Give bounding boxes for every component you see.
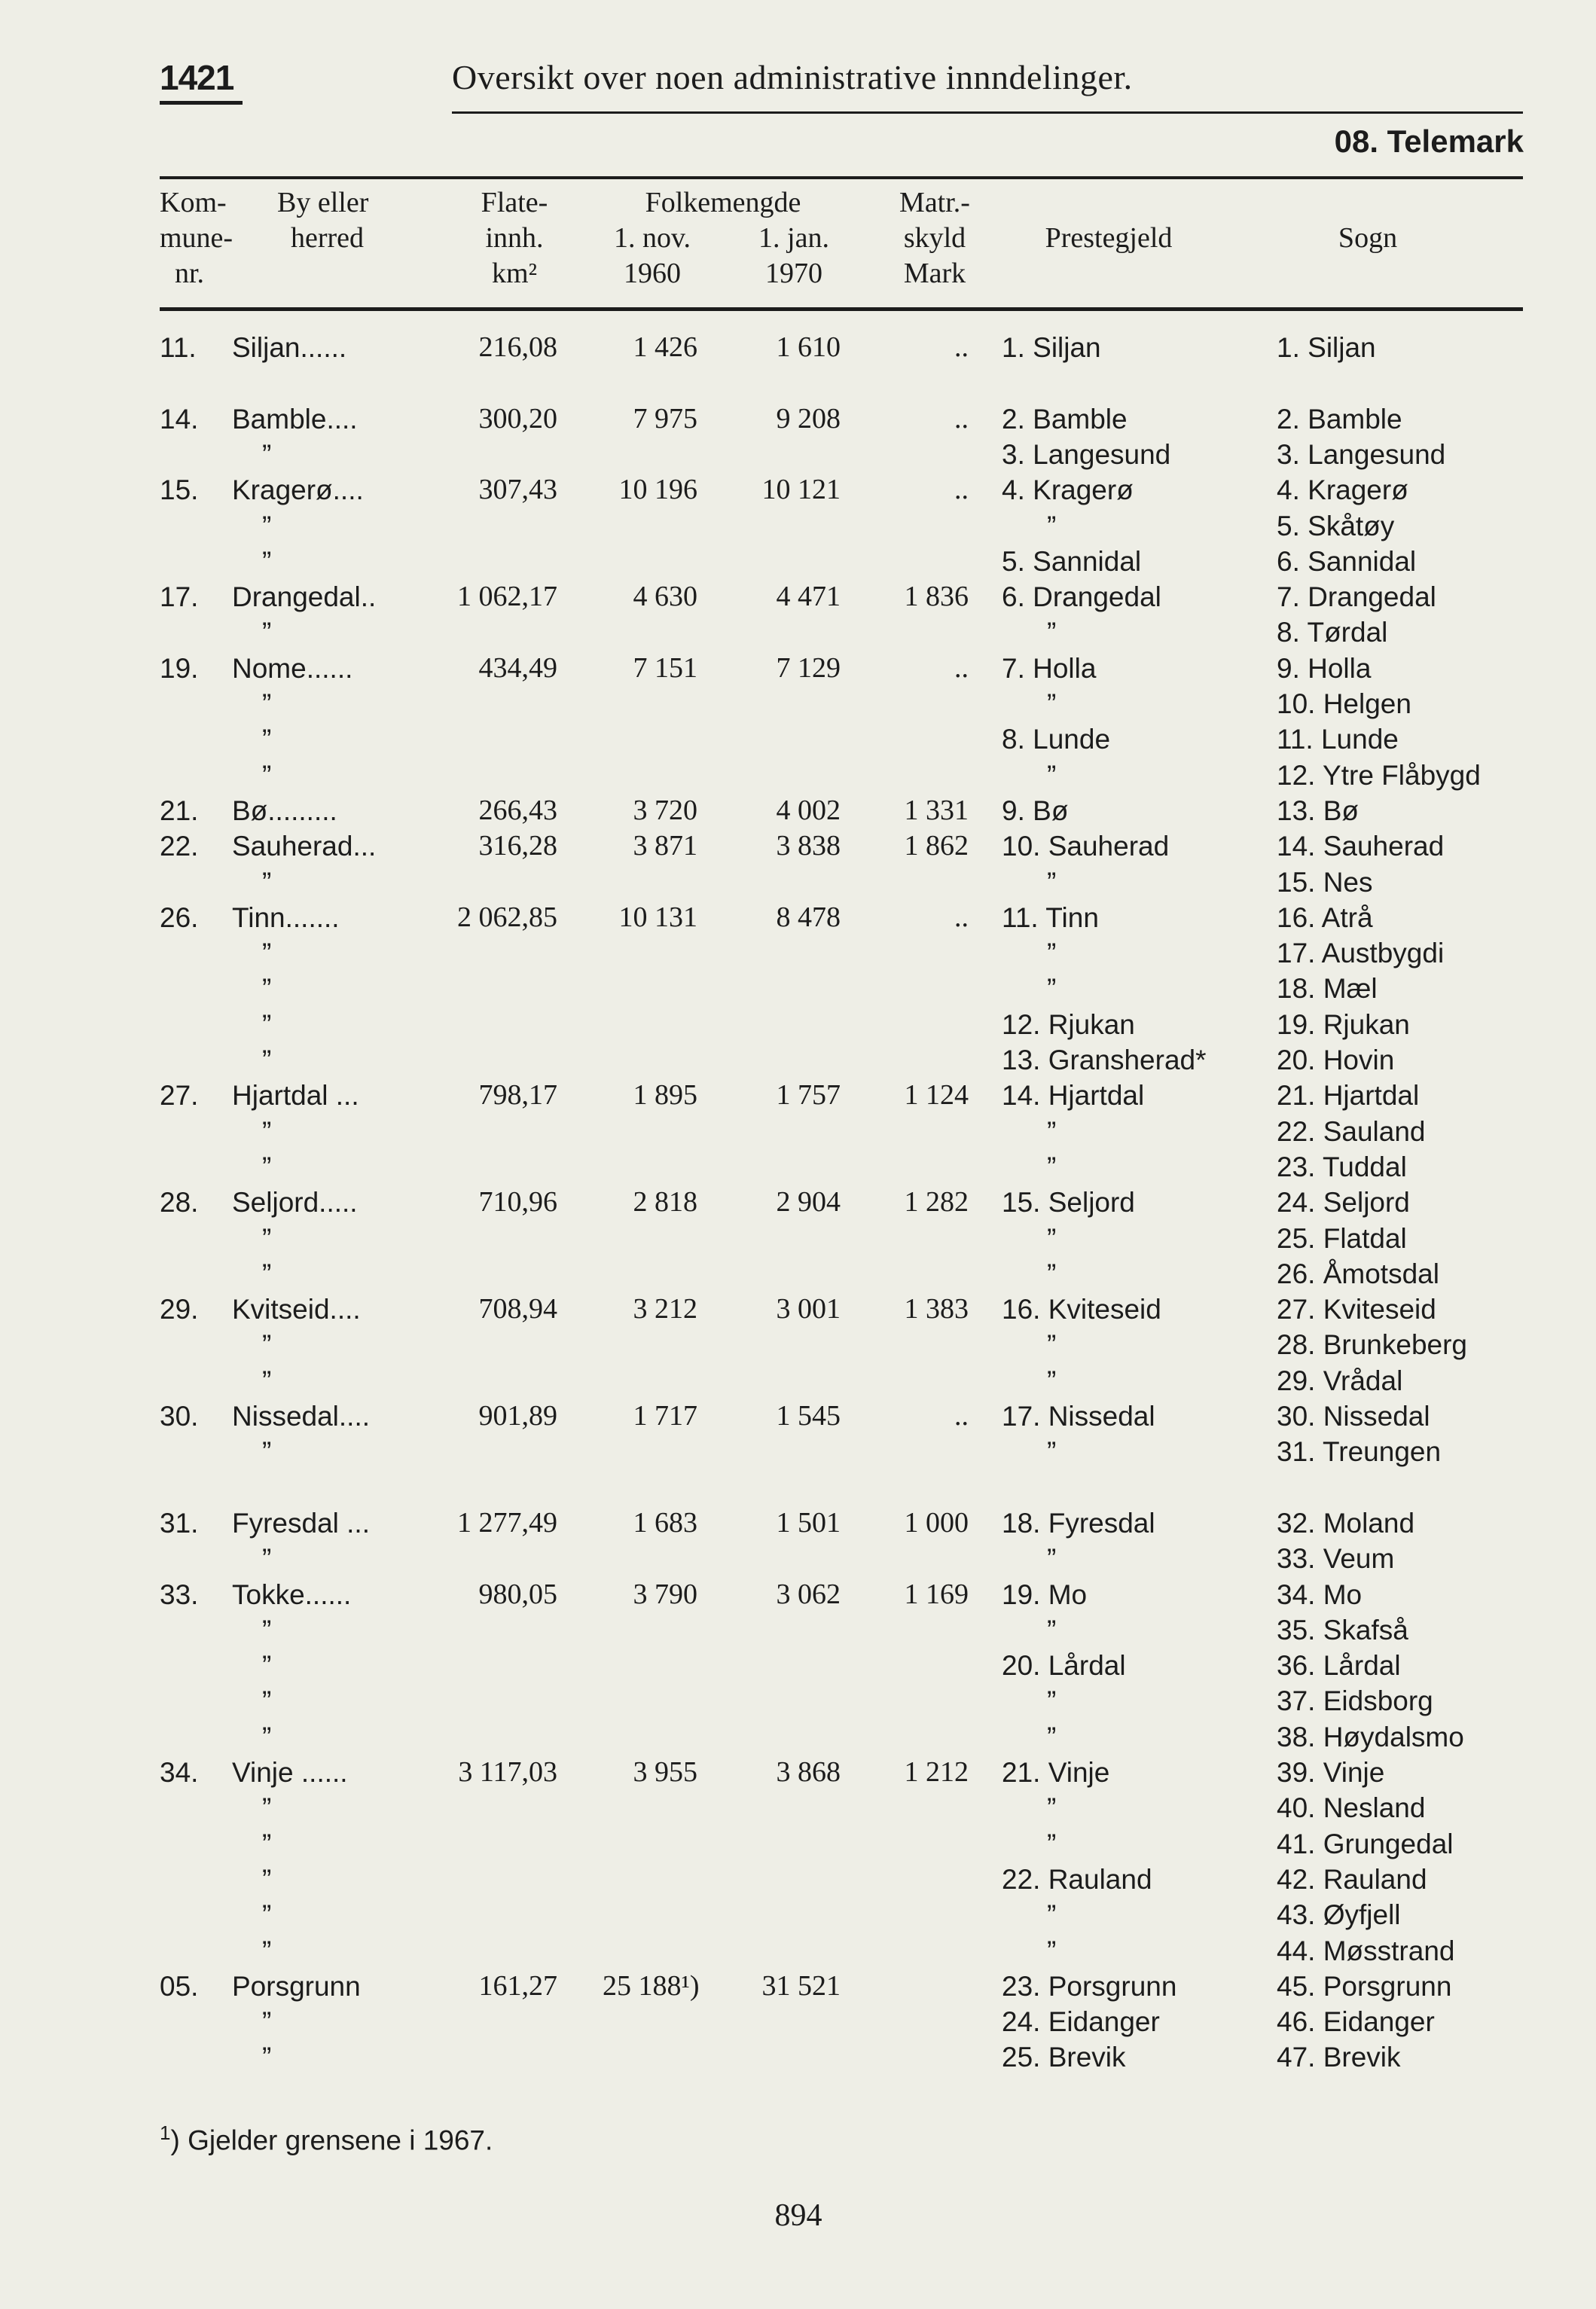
cell-kommune-nr: 26. [160,901,199,933]
cell-prestegjeld: ” [1047,1365,1057,1396]
footnote-marker: 1 [160,2121,171,2144]
cell-herred: ” [262,2042,272,2073]
cell-herred: Fyresdal ... [232,1507,370,1539]
cell-kommune-nr: 19. [160,652,199,684]
cell-sogn: 11. Lunde [1277,724,1399,755]
cell-herred: Vinje ...... [232,1757,348,1788]
cell-sogn: 17. Austbygdi [1277,938,1445,969]
cell-sogn: 9. Holla [1277,652,1372,684]
cell-flateinnhold: 300,20 [478,402,557,435]
table-row [0,1149,1596,1185]
cell-kommune-nr: 05. [160,1970,199,2002]
cell-prestegjeld: ” [1047,1899,1057,1931]
table-row [0,900,1596,935]
cell-matrikkel: 1 836 [904,581,969,613]
cell-prestegjeld: 19. Mo [1002,1578,1088,1610]
cell-prestegjeld: 24. Eidanger [1002,2006,1160,2038]
cell-herred: Kragerø.... [232,474,364,506]
header-folkemengde: Folkemengde [645,187,801,218]
cell-folk-1970: 4 002 [776,794,841,826]
cell-flateinnhold: 216,08 [478,331,557,363]
cell-sogn: 31. Treungen [1277,1436,1442,1468]
cell-kommune-nr: 30. [160,1401,199,1432]
cell-sogn: 32. Moland [1277,1507,1415,1539]
cell-flateinnhold: 1 277,49 [457,1506,557,1539]
cell-herred: ” [262,510,272,541]
cell-prestegjeld: 10. Sauherad [1002,831,1170,862]
cell-sogn: 39. Vinje [1277,1757,1385,1788]
cell-folk-1960: 1 683 [633,1506,697,1539]
cell-prestegjeld: ” [1047,973,1057,1005]
table-row [0,935,1596,971]
table-row [0,401,1596,437]
cell-herred: ” [262,1008,272,1040]
cell-sogn: 36. Lårdal [1277,1650,1401,1682]
cell-sogn: 8. Tørdal [1277,617,1388,648]
cell-prestegjeld: 20. Lårdal [1002,1650,1126,1682]
cell-prestegjeld: ” [1047,1543,1057,1575]
table-row [0,1755,1596,1790]
cell-prestegjeld: ” [1047,1258,1057,1289]
table-row [0,1897,1596,1932]
table-row [0,330,1596,365]
cell-folk-1960: 4 630 [633,581,697,613]
cell-sogn: 3. Langesund [1277,438,1446,470]
cell-folk-1970: 1 501 [776,1506,841,1539]
table-row [0,1363,1596,1399]
cell-sogn: 26. Åmotsdal [1277,1258,1439,1289]
cell-matrikkel: 1 212 [904,1756,969,1788]
cell-matrikkel: 1 331 [904,794,969,826]
cell-folk-1970: 1 545 [776,1400,841,1432]
cell-folk-1970: 3 062 [776,1578,841,1610]
cell-herred: ” [262,1543,272,1575]
cell-prestegjeld: ” [1047,759,1057,791]
cell-sogn: 25. Flatdal [1277,1222,1407,1254]
table-row [0,1114,1596,1149]
cell-sogn: 1. Siljan [1277,332,1376,363]
header-top-rule [160,176,1523,179]
cell-prestegjeld: 1. Siljan [1002,332,1101,363]
cell-sogn: 43. Øyfjell [1277,1899,1401,1931]
cell-kommune-nr: 17. [160,581,199,613]
cell-herred: ” [262,866,272,898]
cell-sogn: 14. Sauherad [1277,831,1445,862]
cell-herred: ” [262,1115,272,1147]
cell-sogn: 38. Høydalsmo [1277,1721,1464,1752]
table-row [0,1185,1596,1220]
cell-sogn: 40. Nesland [1277,1792,1426,1824]
cell-herred: ” [262,1863,272,1895]
cell-herred: ” [262,438,272,470]
header-folkemengde-1970: 1. jan. 1970 [758,222,829,289]
table-row [0,1648,1596,1683]
cell-herred: ” [262,724,272,755]
table-row [0,828,1596,864]
table-row [0,1292,1596,1327]
cell-prestegjeld: 23. Porsgrunn [1002,1970,1177,2002]
cell-sogn: 45. Porsgrunn [1277,1970,1452,2002]
page-title: Oversikt over noen administrative innndelinger. [452,58,1133,96]
cell-flateinnhold: 307,43 [478,474,557,506]
cell-prestegjeld: 25. Brevik [1002,2042,1126,2073]
cell-sogn: 7. Drangedal [1277,581,1436,613]
cell-prestegjeld: ” [1047,866,1057,898]
cell-prestegjeld: ” [1047,1436,1057,1468]
cell-herred: Hjartdal ... [232,1080,359,1112]
cell-matrikkel: 1 282 [904,1186,969,1219]
cell-folk-1960: 2 818 [633,1186,697,1219]
page-footer-number: 894 [774,2198,822,2233]
table-row [0,721,1596,757]
cell-prestegjeld: 7. Holla [1002,652,1097,684]
table-row [0,1862,1596,1897]
cell-prestegjeld: 6. Drangedal [1002,581,1161,613]
table-row [0,1256,1596,1292]
top-rule [452,111,1523,114]
cell-prestegjeld: ” [1047,1151,1057,1182]
cell-folk-1970: 7 129 [776,651,841,684]
table-row [0,1719,1596,1755]
cell-folk-1970: 3 868 [776,1756,841,1788]
cell-kommune-nr: 34. [160,1757,199,1788]
table-row [0,2004,1596,2039]
page-number-underline [160,101,243,105]
cell-sogn: 5. Skåtøy [1277,510,1395,541]
cell-folk-1960: 10 196 [618,474,697,506]
cell-flateinnhold: 2 062,85 [457,901,557,933]
cell-prestegjeld: 5. Sannidal [1002,545,1142,577]
cell-herred: Tinn....... [232,901,340,933]
table-row [0,1434,1596,1469]
cell-sogn: 28. Brunkeberg [1277,1329,1468,1361]
cell-folk-1970: 3 001 [776,1293,841,1325]
cell-sogn: 6. Sannidal [1277,545,1417,577]
cell-flateinnhold: 1 062,17 [457,581,557,613]
cell-folk-1970: 1 757 [776,1079,841,1112]
table-row [0,1470,1596,1505]
table-row [0,1078,1596,1113]
cell-sogn: 24. Seljord [1277,1187,1410,1219]
cell-folk-1960: 1 717 [633,1400,697,1432]
cell-flateinnhold: 434,49 [478,651,557,684]
cell-kommune-nr: 21. [160,795,199,826]
cell-herred: ” [262,1614,272,1646]
cell-herred: ” [262,1899,272,1931]
cell-prestegjeld: 13. Gransherad* [1002,1045,1207,1075]
cell-matrikkel: .. [954,402,969,435]
cell-sogn: 16. Atrå [1277,901,1373,933]
cell-folk-1970: 8 478 [776,901,841,933]
cell-prestegjeld: ” [1047,1828,1057,1859]
cell-prestegjeld: 4. Kragerø [1002,474,1134,506]
cell-sogn: 4. Kragerø [1277,474,1408,506]
cell-matrikkel: .. [954,331,969,363]
table-row [0,1007,1596,1042]
cell-prestegjeld: ” [1047,1721,1057,1752]
cell-sogn: 29. Vrådal [1277,1365,1403,1396]
cell-folk-1970: 31 521 [761,1969,841,2002]
cell-herred: Seljord..... [232,1187,358,1219]
cell-sogn: 12. Ytre Flåbygd [1277,759,1481,791]
header-kommune-nr: Kom- mune- nr. [160,187,233,289]
table-row [0,1933,1596,1969]
cell-herred: ” [262,1935,272,1966]
cell-flateinnhold: 798,17 [478,1079,557,1112]
cell-prestegjeld: ” [1047,1792,1057,1824]
cell-kommune-nr: 22. [160,831,199,862]
cell-sogn: 13. Bø [1277,795,1359,826]
table-row [0,1969,1596,2004]
cell-herred: ” [262,1365,272,1396]
table-row [0,865,1596,900]
cell-folk-1970: 3 838 [776,830,841,862]
cell-matrikkel: .. [954,651,969,684]
cell-sogn: 18. Mæl [1277,973,1378,1005]
table-row [0,1577,1596,1612]
cell-herred: Bamble.... [232,403,358,435]
cell-flateinnhold: 901,89 [478,1400,557,1432]
cell-sogn: 15. Nes [1277,866,1373,898]
cell-sogn: 30. Nissedal [1277,1401,1430,1432]
section-title: 08. Telemark [1334,124,1524,159]
cell-prestegjeld: 9. Bø [1002,795,1069,826]
cell-herred: Porsgrunn [232,1970,361,2002]
cell-folk-1960: 3 955 [633,1756,697,1788]
table-row [0,2039,1596,2075]
page-number: 1421 [160,58,234,97]
cell-herred: Bø......... [232,795,337,826]
cell-folk-1960: 10 131 [618,901,697,933]
cell-prestegjeld: ” [1047,1222,1057,1254]
cell-prestegjeld: 18. Fyresdal [1002,1507,1155,1539]
table-row [0,971,1596,1006]
header-folkemengde-1960: 1. nov. 1960 [613,222,691,289]
cell-herred: ” [262,545,272,577]
table-row [0,758,1596,793]
table-row [0,1327,1596,1362]
table-row [0,615,1596,650]
cell-folk-1970: 9 208 [776,402,841,435]
table-row [0,1683,1596,1719]
cell-herred: ” [262,2006,272,2038]
cell-matrikkel: .. [954,1400,969,1432]
table-row [0,437,1596,472]
cell-folk-1960: 7 151 [633,651,697,684]
cell-folk-1970: 2 904 [776,1186,841,1219]
cell-herred: ” [262,1151,272,1182]
table-row [0,1541,1596,1576]
cell-herred: Sauherad... [232,831,377,862]
cell-flateinnhold: 3 117,03 [458,1756,557,1788]
cell-folk-1960: 25 188¹) [603,1969,700,2002]
cell-flateinnhold: 980,05 [478,1578,557,1610]
cell-flateinnhold: 316,28 [478,830,557,862]
cell-prestegjeld: ” [1047,688,1057,719]
cell-herred: ” [262,1828,272,1859]
table-row [0,365,1596,401]
cell-sogn: 35. Skafså [1277,1614,1408,1646]
cell-herred: Nome...... [232,652,353,684]
cell-kommune-nr: 29. [160,1294,199,1325]
cell-herred: Tokke...... [232,1578,352,1610]
footnote [160,2121,493,2156]
cell-herred: ” [262,759,272,791]
cell-sogn: 23. Tuddal [1277,1151,1407,1182]
table-row [0,686,1596,721]
cell-folk-1960: 1 426 [633,331,697,363]
cell-sogn: 22. Sauland [1277,1115,1426,1147]
cell-herred: Siljan...... [232,332,347,363]
cell-sogn: 47. Brevik [1277,2042,1401,2073]
cell-herred: ” [262,1685,272,1717]
cell-herred: ” [262,1045,272,1075]
cell-folk-1960: 7 975 [633,402,697,435]
cell-kommune-nr: 11. [160,332,197,363]
cell-prestegjeld: ” [1047,510,1057,541]
cell-flateinnhold: 161,27 [478,1969,557,2002]
cell-herred: ” [262,1258,272,1289]
table-row [0,793,1596,828]
cell-prestegjeld: 11. Tinn [1002,901,1099,933]
cell-prestegjeld: 14. Hjartdal [1002,1080,1145,1112]
cell-folk-1970: 4 471 [776,581,841,613]
cell-flateinnhold: 708,94 [478,1293,557,1325]
cell-folk-1960: 3 871 [633,830,697,862]
cell-folk-1960: 1 895 [633,1079,697,1112]
cell-folk-1970: 10 121 [761,474,841,506]
cell-prestegjeld: ” [1047,617,1057,648]
cell-kommune-nr: 28. [160,1187,199,1219]
cell-sogn: 20. Hovin [1277,1045,1395,1075]
cell-kommune-nr: 15. [160,474,199,506]
header-flateinnhold: Flate- innh. km² [481,187,548,289]
cell-prestegjeld: 21. Vinje [1002,1757,1110,1788]
cell-sogn: 27. Kviteseid [1277,1294,1436,1325]
cell-prestegjeld: 17. Nissedal [1002,1401,1155,1432]
cell-matrikkel: 1 124 [904,1079,969,1112]
header-matrikkelskyld: Matr.- skyld Mark [899,187,970,289]
cell-folk-1970: 1 610 [776,331,841,363]
cell-sogn: 42. Rauland [1277,1863,1427,1895]
cell-sogn: 2. Bamble [1277,403,1402,435]
table-row [0,472,1596,508]
cell-herred: ” [262,973,272,1005]
cell-prestegjeld: 2. Bamble [1002,403,1128,435]
table-row [0,1790,1596,1826]
cell-folk-1960: 3 720 [633,794,697,826]
cell-herred: ” [262,1650,272,1682]
cell-prestegjeld: 15. Seljord [1002,1187,1135,1219]
cell-prestegjeld: 16. Kviteseid [1002,1294,1161,1325]
cell-flateinnhold: 266,43 [478,794,557,826]
header-prestegjeld: Prestegjeld [1045,222,1173,254]
table-row [0,544,1596,579]
cell-prestegjeld: ” [1047,1329,1057,1361]
cell-sogn: 44. Møsstrand [1277,1935,1455,1966]
cell-kommune-nr: 33. [160,1578,199,1610]
cell-sogn: 10. Helgen [1277,688,1411,719]
cell-prestegjeld: 8. Lunde [1002,724,1111,755]
table-row [0,1612,1596,1648]
cell-prestegjeld: 12. Rjukan [1002,1008,1135,1040]
table-row [0,579,1596,615]
cell-prestegjeld: ” [1047,1115,1057,1147]
cell-herred: ” [262,617,272,648]
cell-folk-1960: 3 790 [633,1578,697,1610]
cell-matrikkel: .. [954,901,969,933]
cell-herred: ” [262,1792,272,1824]
cell-sogn: 34. Mo [1277,1578,1363,1610]
cell-herred: ” [262,1721,272,1752]
cell-sogn: 33. Veum [1277,1543,1395,1575]
cell-herred: ” [262,688,272,719]
cell-herred: ” [262,938,272,969]
cell-prestegjeld: ” [1047,1685,1057,1717]
table-row [0,1826,1596,1862]
cell-herred: ” [262,1222,272,1254]
cell-prestegjeld: ” [1047,938,1057,969]
cell-prestegjeld: ” [1047,1935,1057,1966]
cell-herred: ” [262,1329,272,1361]
table-row [0,1221,1596,1256]
cell-matrikkel: 1 169 [904,1578,969,1610]
cell-herred: Nissedal.... [232,1401,371,1432]
table-row [0,651,1596,686]
cell-prestegjeld: 22. Rauland [1002,1863,1152,1895]
footnote-text: ) Gjelder grensene i 1967. [170,2124,493,2156]
cell-herred: Kvitseid.... [232,1294,361,1325]
cell-kommune-nr: 14. [160,403,199,435]
table-row [0,1505,1596,1541]
cell-folk-1960: 3 212 [633,1293,697,1325]
cell-sogn: 46. Eidanger [1277,2006,1435,2038]
header-sogn: Sogn [1338,222,1398,254]
header-bottom-rule [160,307,1523,311]
cell-sogn: 21. Hjartdal [1277,1080,1420,1112]
cell-sogn: 41. Grungedal [1277,1828,1454,1859]
cell-matrikkel: 1 862 [904,830,969,862]
cell-flateinnhold: 710,96 [478,1186,557,1219]
header-by-eller-herred: By eller herred [277,187,369,254]
cell-kommune-nr: 31. [160,1507,199,1539]
cell-herred: ” [262,1436,272,1468]
cell-herred: Drangedal.. [232,581,377,613]
cell-sogn: 19. Rjukan [1277,1008,1410,1040]
cell-prestegjeld: ” [1047,1614,1057,1646]
cell-matrikkel: 1 000 [904,1506,969,1539]
cell-prestegjeld: 3. Langesund [1002,438,1171,470]
cell-sogn: 37. Eidsborg [1277,1685,1433,1717]
cell-matrikkel: .. [954,474,969,506]
table-row [0,1399,1596,1434]
cell-kommune-nr: 27. [160,1080,199,1112]
table-row [0,1042,1596,1078]
cell-matrikkel: 1 383 [904,1293,969,1325]
table-row [0,508,1596,544]
